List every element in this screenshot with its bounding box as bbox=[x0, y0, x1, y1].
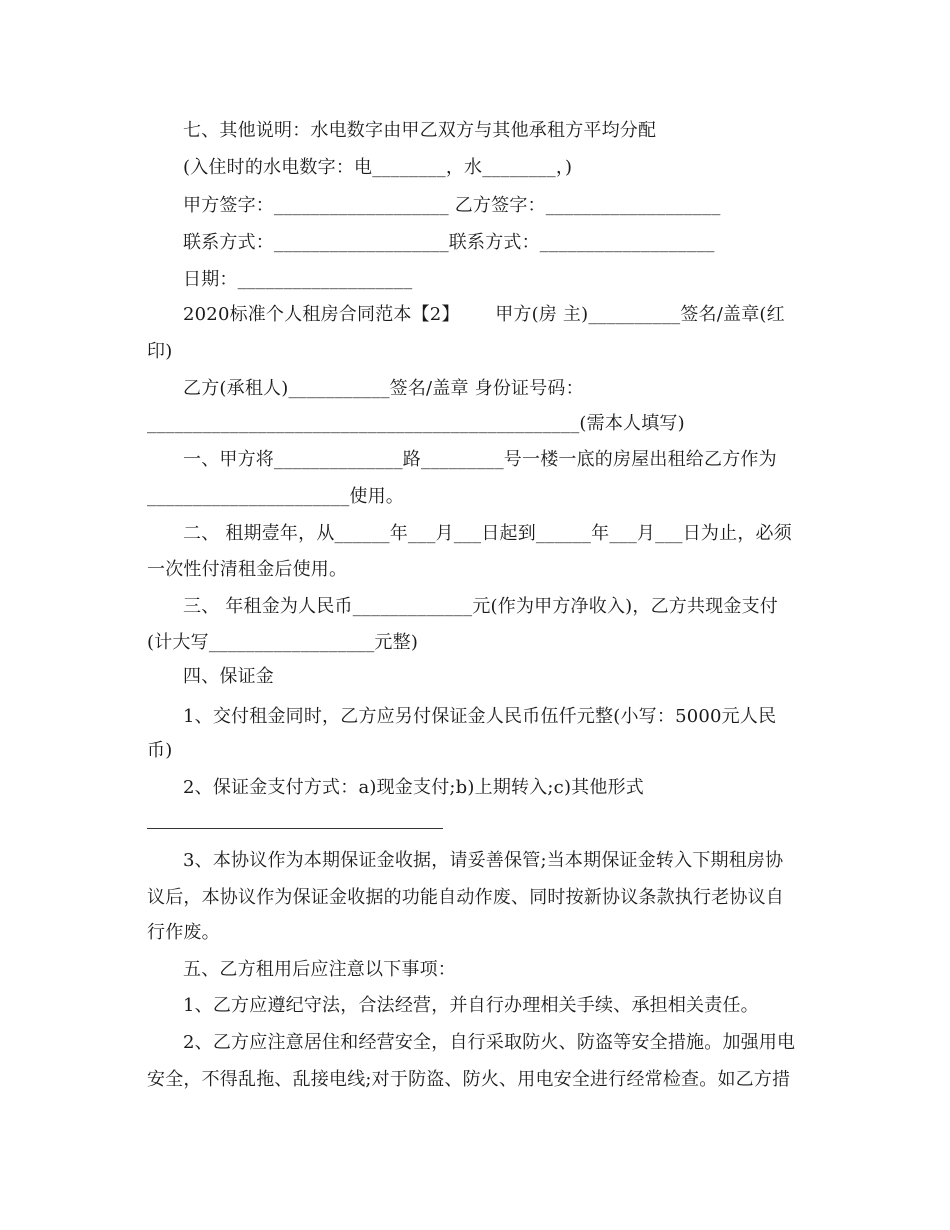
clause-4-1-deposit-amount: 1、交付租金同时，乙方应另付保证金人民币伍仟元整(小写：5000元人民 bbox=[183, 706, 777, 727]
clause-3-rent: 三、 年租金为人民币_____________元(作为甲方净收入)，乙方共现金支付 bbox=[183, 596, 778, 617]
clause-4-1-deposit-amount-continued: 币) bbox=[147, 740, 173, 761]
clause-3-rent-continued: (计大写__________________元整) bbox=[147, 632, 419, 653]
clause-2-term: 二、 租期壹年，从______年___月___日起到______年___月___日为止，必须 bbox=[183, 523, 792, 544]
contact-line: 联系方式：___________________联系方式：___________________ bbox=[183, 232, 715, 253]
tenant-line: 乙方(承租人)___________签名/盖章 身份证号码： bbox=[183, 378, 584, 399]
clause-5-2-safety-continued: 安全，不得乱拖、乱接电线;对于防盗、防火、用电安全进行经常检查。如乙方措 bbox=[147, 1069, 791, 1090]
date-line: 日期：___________________ bbox=[183, 269, 413, 290]
id-number-line: _______________________________________________(需本人填写) bbox=[147, 413, 685, 434]
clause-4-3-receipt-continued: 议后，本协议作为保证金收据的功能自动作废、同时按新协议条款执行老协议自 bbox=[147, 887, 784, 908]
clause-7-other-notes: 七、其他说明：水电数字由甲乙双方与其他承租方平均分配 bbox=[183, 120, 657, 141]
clause-2-term-continued: 一次性付清租金后使用。 bbox=[147, 559, 348, 580]
clause-1-premises-continued: ______________________使用。 bbox=[147, 486, 404, 507]
clause-5-heading: 五、乙方租用后应注意以下事项： bbox=[183, 959, 456, 980]
blank-fill-line bbox=[147, 828, 443, 829]
meter-readings-line: (入住时的水电数字：电________，水________，) bbox=[183, 157, 573, 178]
clause-4-deposit-heading: 四、保证金 bbox=[183, 666, 274, 687]
contract-title-landlord-continued: 印) bbox=[147, 341, 173, 362]
clause-4-3-receipt: 3、本协议作为本期保证金收据，请妥善保管;当本期保证金转入下期租房协 bbox=[183, 850, 784, 871]
signature-line: 甲方签字：___________________ 乙方签字：___________________ bbox=[183, 195, 721, 216]
clause-5-2-safety: 2、乙方应注意居住和经营安全，自行采取防火、防盗等安全措施。加强用电 bbox=[183, 1032, 796, 1053]
clause-4-3-receipt-end: 行作废。 bbox=[147, 922, 220, 943]
clause-5-1-compliance: 1、乙方应遵纪守法，合法经营，并自行办理相关手续、承担相关责任。 bbox=[183, 995, 759, 1016]
clause-1-premises: 一、甲方将______________路_________号一楼一底的房屋出租给乙方作为 bbox=[183, 449, 777, 470]
contract-title-landlord-line: 2020标准个人租房合同范本【2】 甲方(房 主)__________签名/盖章(红 bbox=[183, 304, 785, 325]
clause-4-2-payment-method: 2、保证金支付方式：a)现金支付;b)上期转入;c)其他形式 bbox=[183, 777, 644, 798]
